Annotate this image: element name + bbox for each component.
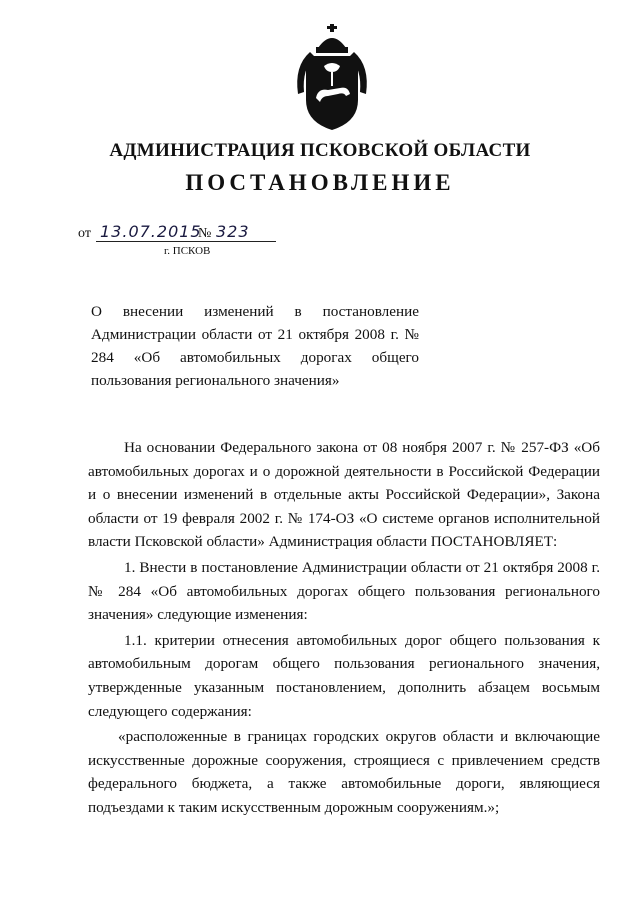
item-1-1-paragraph: 1.1. критерии отнесения автомобильных дорог общего пользования к автомобильным дорогам общего пользования регионального значения, утвержденные указанным постановлением, дополнить абзацем восьмым следующего содержания: <box>88 631 600 720</box>
organization-title: АДМИНИСТРАЦИЯ ПСКОВСКОЙ ОБЛАСТИ <box>109 140 531 161</box>
document-body <box>88 436 600 820</box>
document-type-title: ПОСТАНОВЛЕНИЕ <box>185 170 455 195</box>
preamble-paragraph: На основании Федерального закона от 08 ноября 2007 г. № 257-ФЗ «Об автомобильных дорогах и о дорожной деятельности в Российской Федерации и о внесении изменений в отдельные акты Российской Федерации», Закона области от 19 февраля 2002 г. № 174-ОЗ «О системе органов исполнительной власти Псковской области» Администрация области ПОСТАНОВЛЯЕТ: <box>88 439 600 551</box>
city-label: г. ПСКОВ <box>164 245 211 257</box>
date-number-line <box>78 222 278 244</box>
document-number: 323 <box>216 222 250 241</box>
pskov-coat-of-arms-icon <box>288 22 376 134</box>
date-underline <box>96 241 276 242</box>
document-date: 13.07.2015 <box>100 222 202 241</box>
number-label: № <box>198 226 212 241</box>
date-from-label: от <box>78 226 91 241</box>
document-subject: О внесении изменений в постановление Администрации области от 21 октября 2008 г. № 284 «Об автомобильных дорогах общего пользования регионального значения» <box>91 303 419 389</box>
item-1-paragraph: 1. Внести в постановление Администрации области от 21 октября 2008 г. № 284 «Об автомобильных дорогах общего пользования регионального значения» следующие изменения: <box>88 558 600 624</box>
quote-paragraph: «расположенные в границах городских округов области и включающие искусственные дорожные сооружения, строящиеся с привлечением средств федерального бюджета, а также автомобильные дороги, являющиеся подъездами к таким искусственным дорожным сооружениям.»; <box>88 728 600 816</box>
